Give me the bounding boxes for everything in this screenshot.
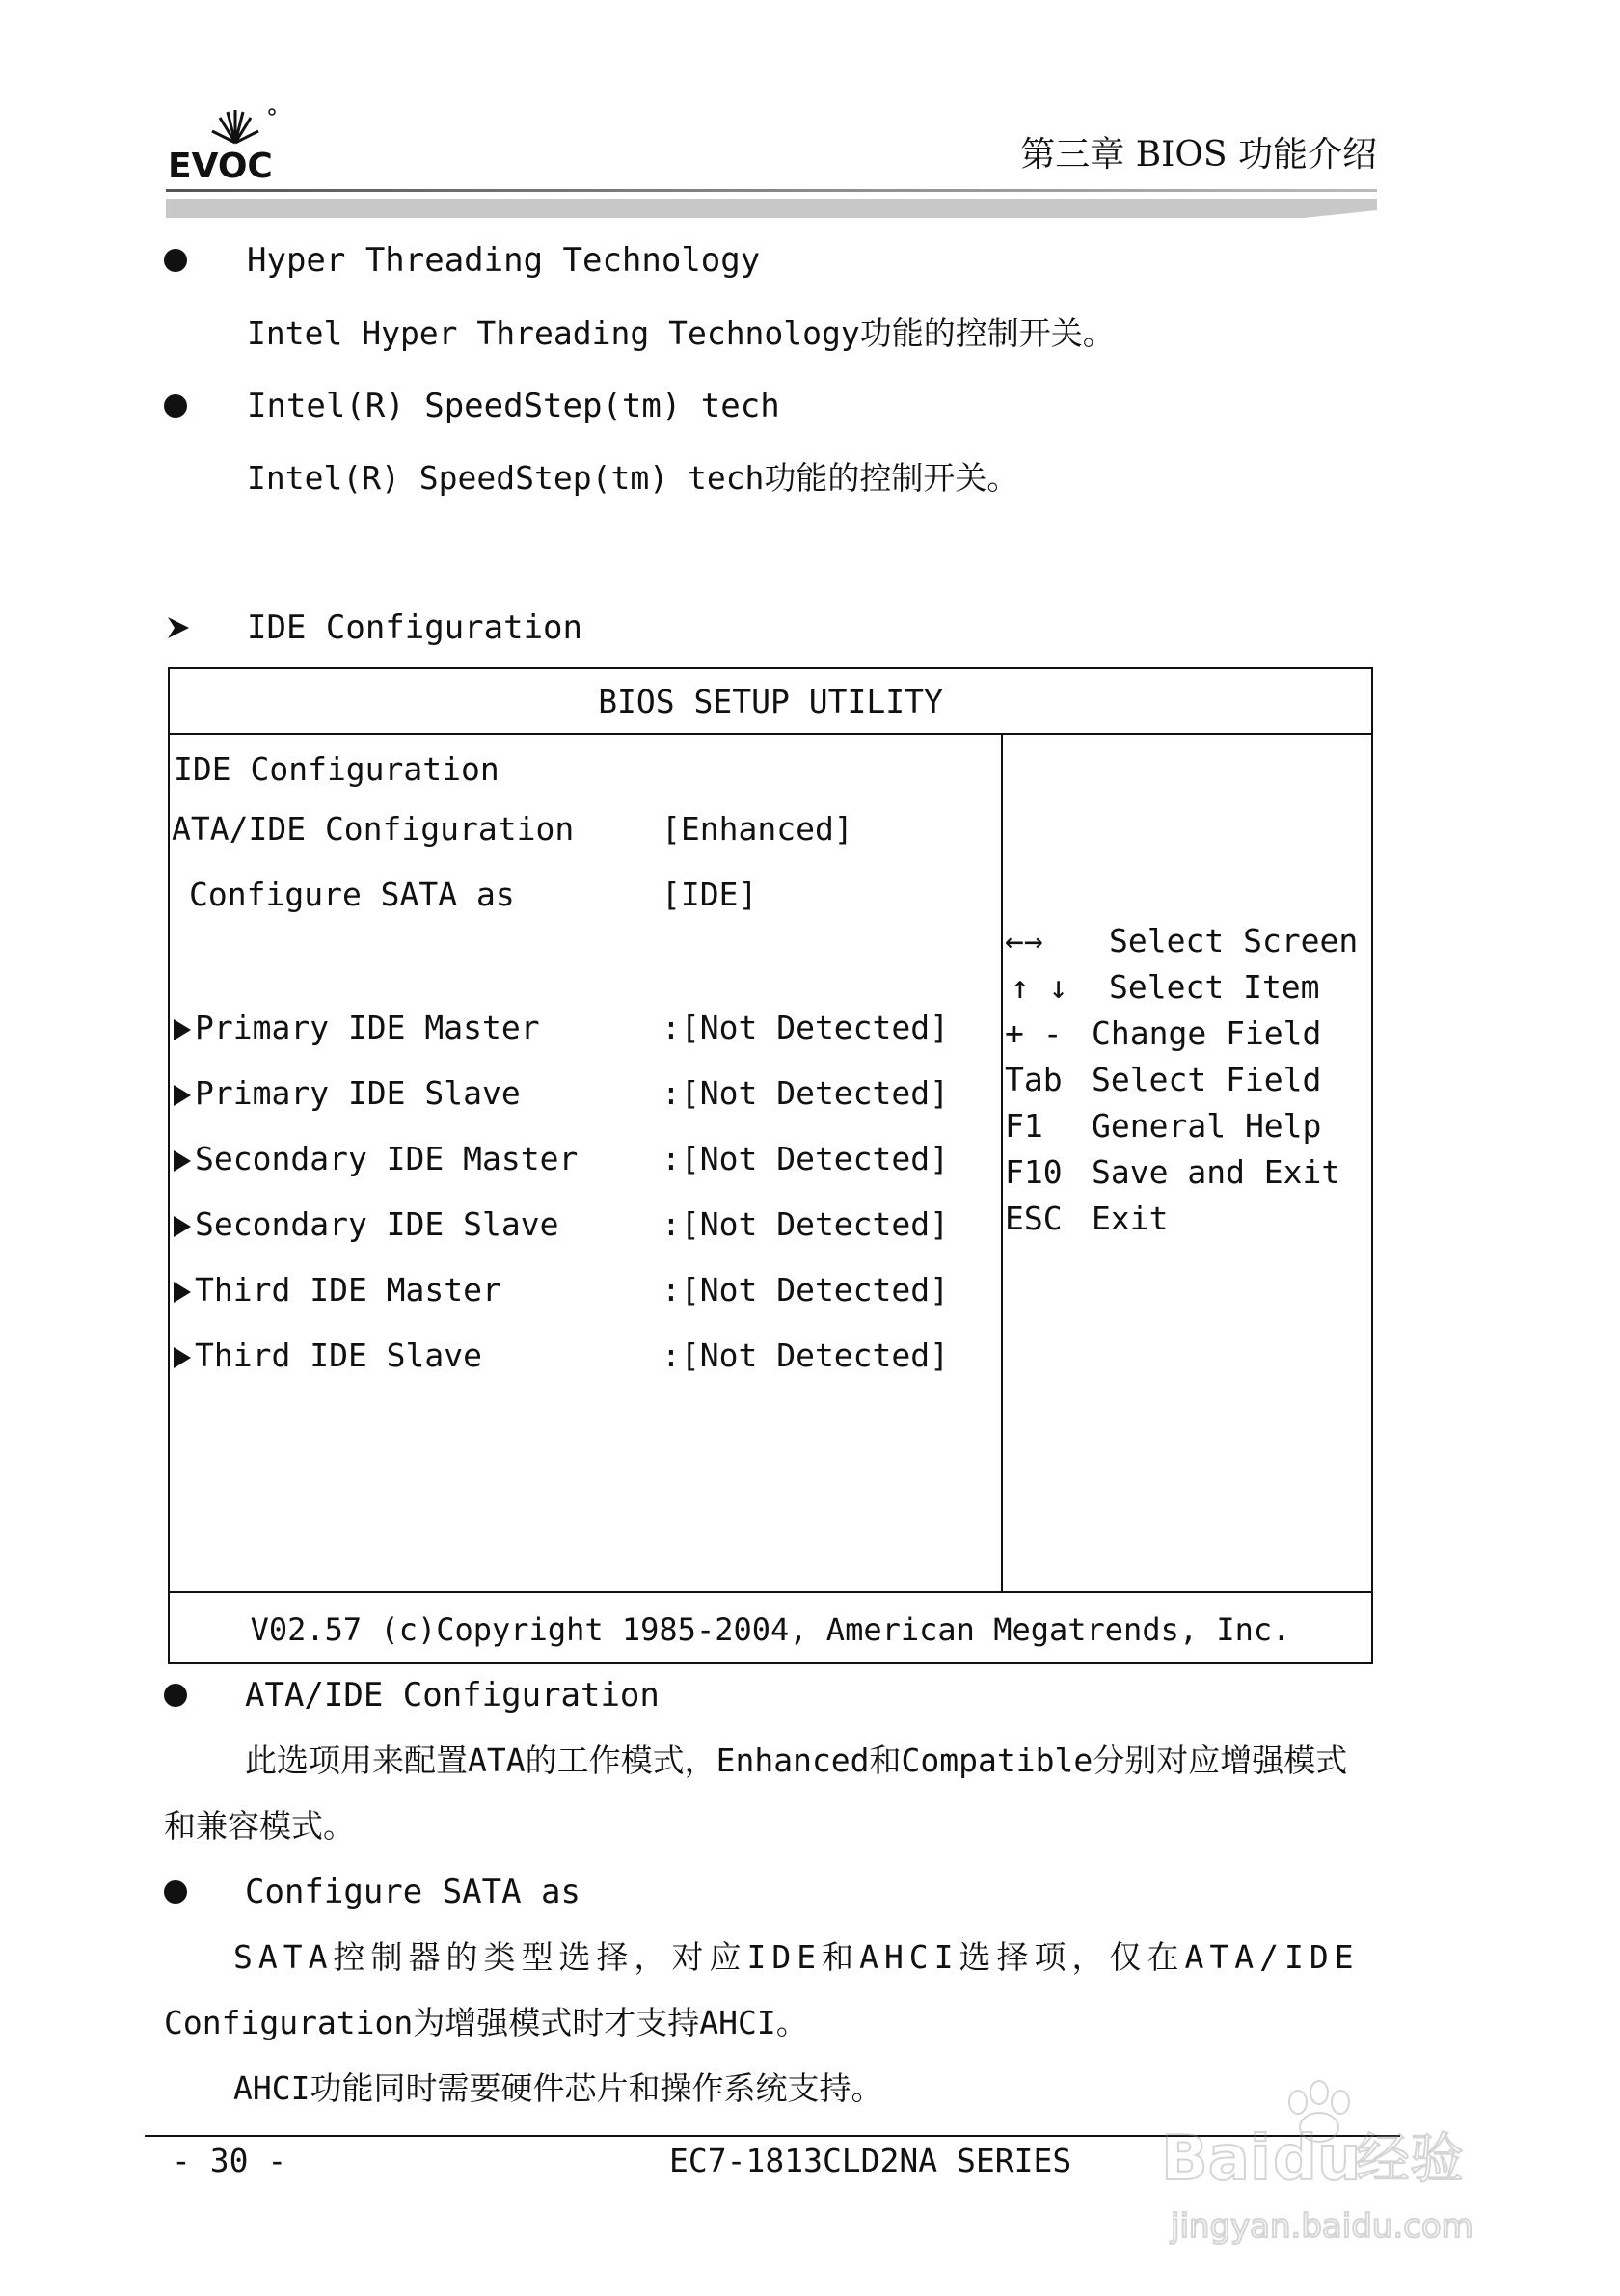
- bios-screen: [168, 667, 1373, 1664]
- header-divider: [166, 189, 1377, 226]
- help-key-arrows-lr: ←→: [1005, 922, 1043, 959]
- submenu-arrow-icon: [174, 1085, 191, 1106]
- item-description: Intel Hyper Threading Technology功能的控制开关。: [247, 314, 1115, 352]
- svg-text:jingyan.baidu.com: jingyan.baidu.com: [1171, 2207, 1473, 2246]
- item-description: 此选项用来配置ATA的工作模式，Enhanced和Compatible分别对应增强模式: [245, 1742, 1348, 1779]
- submenu-third-ide-master[interactable]: Third IDE Master: [174, 1271, 501, 1310]
- bullet-icon: [164, 249, 187, 272]
- device-status: :[Not Detected]: [662, 1009, 950, 1046]
- submenu-secondary-ide-master[interactable]: Secondary IDE Master: [174, 1140, 578, 1178]
- svg-text:经验: 经验: [1356, 2128, 1464, 2191]
- help-key-plus-minus: + -: [1005, 1014, 1063, 1052]
- product-series: EC7-1813CLD2NA SERIES: [669, 2142, 1072, 2179]
- submenu-arrow-icon: [174, 1282, 191, 1303]
- submenu-arrow-icon: [174, 1347, 191, 1368]
- setting-sata-value[interactable]: [IDE]: [662, 876, 758, 913]
- submenu-arrow-icon: [174, 1216, 191, 1237]
- arrow-bullet-icon: [166, 615, 191, 640]
- svg-text:Bai: Bai: [1161, 2123, 1271, 2195]
- help-desc: Select Screen: [1109, 922, 1359, 959]
- submenu-primary-ide-slave[interactable]: Primary IDE Slave: [174, 1074, 521, 1113]
- item-title: Configure SATA as: [245, 1873, 580, 1911]
- baidu-watermark: [1153, 2064, 1539, 2256]
- bios-title: BIOS SETUP UTILITY: [170, 669, 1371, 735]
- help-desc: Exit: [1092, 1200, 1169, 1237]
- section-heading: IDE Configuration: [247, 608, 582, 647]
- item-description: 和兼容模式。: [164, 1807, 355, 1845]
- submenu-third-ide-slave[interactable]: Third IDE Slave: [174, 1337, 482, 1375]
- item-description: SATA控制器的类型选择，对应IDE和AHCI选择项，仅在ATA/IDE: [233, 1938, 1360, 1976]
- help-key-esc: ESC: [1005, 1200, 1063, 1237]
- bullet-icon: [164, 1880, 187, 1904]
- help-desc: Save and Exit: [1092, 1153, 1341, 1191]
- setting-ata-ide-value[interactable]: [Enhanced]: [662, 810, 853, 848]
- svg-text:EVOC: EVOC: [168, 147, 273, 186]
- item-description: Configuration为增强模式时才支持AHCI。: [164, 2004, 808, 2041]
- submenu-secondary-ide-slave[interactable]: Secondary IDE Slave: [174, 1205, 559, 1244]
- help-desc: Select Item: [1109, 968, 1320, 1006]
- help-key-f1: F1: [1005, 1107, 1043, 1145]
- device-status: :[Not Detected]: [662, 1140, 950, 1177]
- evoc-logo: [166, 104, 291, 186]
- device-status: :[Not Detected]: [662, 1074, 950, 1112]
- item-title: ATA/IDE Configuration: [245, 1676, 660, 1715]
- help-desc: Select Field: [1092, 1061, 1322, 1098]
- help-desc: Change Field: [1092, 1014, 1322, 1052]
- device-status: :[Not Detected]: [662, 1271, 950, 1309]
- submenu-arrow-icon: [174, 1150, 191, 1172]
- panel-divider: [1001, 735, 1003, 1593]
- item-title: Intel(R) SpeedStep(tm) tech: [247, 387, 780, 425]
- item-description: AHCI功能同时需要硬件芯片和操作系统支持。: [233, 2069, 883, 2107]
- help-key-arrows-ud: ↑ ↓: [1011, 968, 1068, 1006]
- setting-sata-label[interactable]: Configure SATA as: [189, 876, 515, 913]
- bullet-icon: [164, 1684, 187, 1707]
- help-desc: General Help: [1092, 1107, 1322, 1145]
- screen-title: IDE Configuration: [174, 750, 500, 788]
- submenu-arrow-icon: [174, 1019, 191, 1040]
- page-number: - 30 -: [172, 2142, 287, 2179]
- help-key-tab: Tab: [1005, 1061, 1063, 1098]
- svg-text:du: du: [1273, 2123, 1362, 2195]
- item-title: Hyper Threading Technology: [247, 241, 761, 280]
- help-key-f10: F10: [1005, 1153, 1063, 1191]
- item-description: Intel(R) SpeedStep(tm) tech功能的控制开关。: [247, 459, 1019, 497]
- bios-copyright: V02.57 (c)Copyright 1985-2004, American Megatrends, Inc.: [170, 1591, 1371, 1664]
- bullet-icon: [164, 394, 187, 418]
- device-status: :[Not Detected]: [662, 1337, 950, 1374]
- chapter-title: 第三章 BIOS 功能介绍: [1020, 135, 1377, 175]
- submenu-primary-ide-master[interactable]: Primary IDE Master: [174, 1009, 540, 1047]
- setting-ata-ide-label[interactable]: ATA/IDE Configuration: [172, 810, 575, 848]
- device-status: :[Not Detected]: [662, 1205, 950, 1243]
